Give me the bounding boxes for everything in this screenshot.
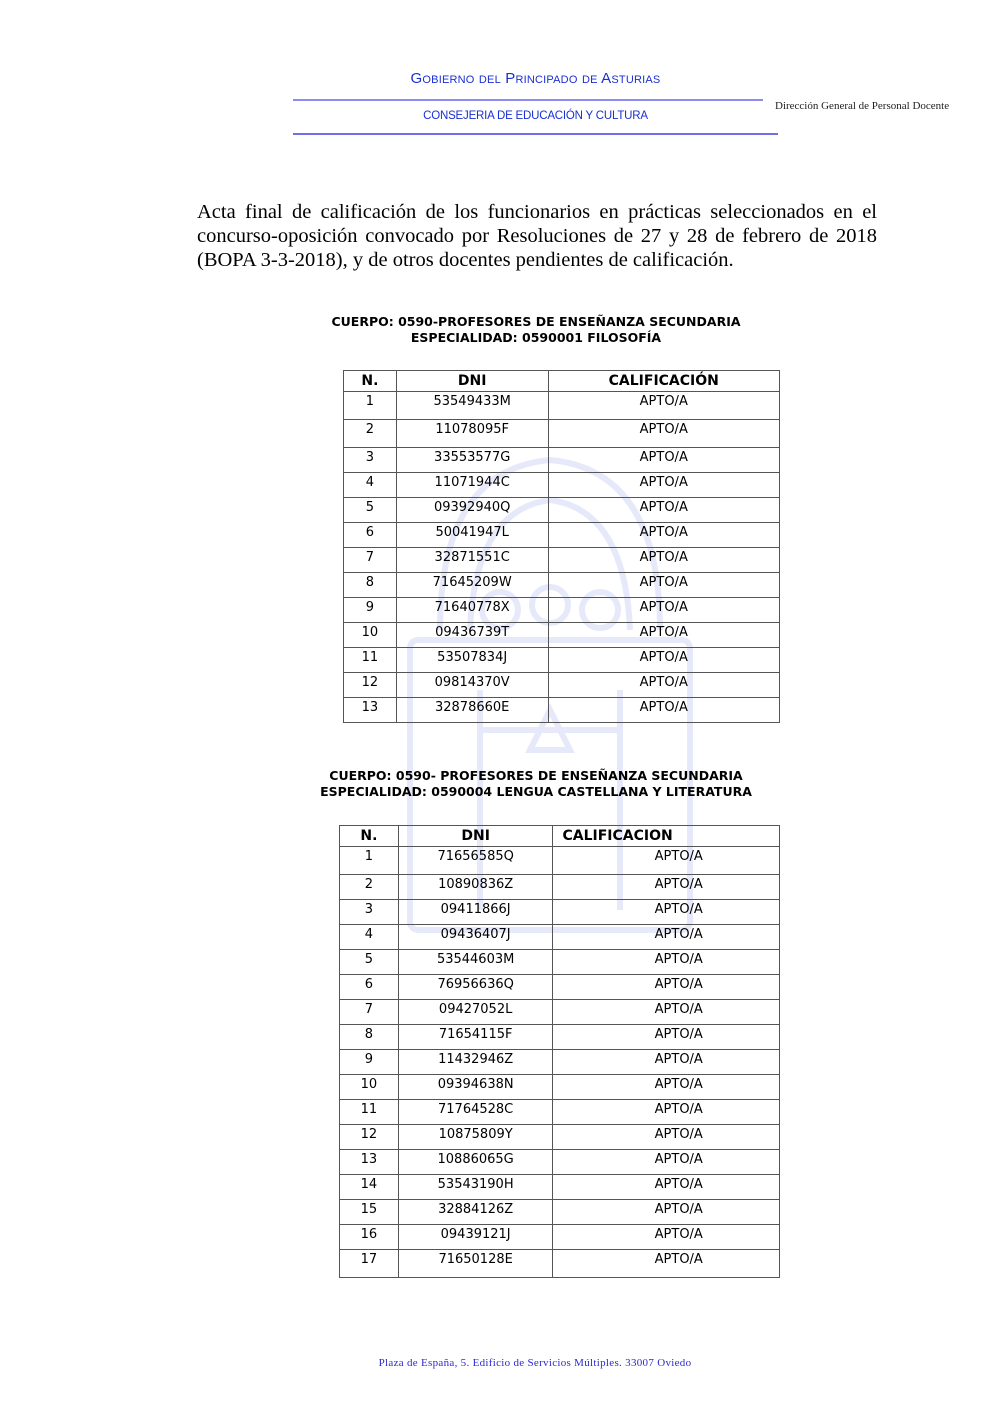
row-calificacion: APTO/A xyxy=(553,975,780,1000)
row-dni: 09427052L xyxy=(398,1000,553,1025)
table-row xyxy=(344,498,780,523)
table-row xyxy=(340,975,780,1000)
row-dni: 76956636Q xyxy=(398,975,553,1000)
row-calificacion: APTO/A xyxy=(548,392,779,420)
row-number: 8 xyxy=(340,1025,399,1050)
table-row xyxy=(340,1125,780,1150)
row-calificacion: APTO/A xyxy=(553,1175,780,1200)
row-number: 7 xyxy=(340,1000,399,1025)
row-dni: 09392940Q xyxy=(396,498,548,523)
row-dni: 33553577G xyxy=(396,448,548,473)
row-calificacion: APTO/A xyxy=(553,950,780,975)
row-calificacion: APTO/A xyxy=(548,448,779,473)
row-dni: 53544603M xyxy=(398,950,553,975)
row-calificacion: APTO/A xyxy=(548,498,779,523)
row-calificacion: APTO/A xyxy=(548,548,779,573)
row-dni: 71764528C xyxy=(398,1100,553,1125)
row-calificacion: APTO/A xyxy=(553,1050,780,1075)
row-number: 13 xyxy=(344,698,397,723)
row-calificacion: APTO/A xyxy=(553,1000,780,1025)
row-dni: 09436407J xyxy=(398,925,553,950)
row-dni: 10890836Z xyxy=(398,875,553,900)
row-number: 12 xyxy=(340,1125,399,1150)
row-calificacion: APTO/A xyxy=(553,1100,780,1125)
section-heading-lengua xyxy=(290,768,782,800)
row-dni: 11432946Z xyxy=(398,1050,553,1075)
column-header-calificacion: CALIFICACION xyxy=(553,826,780,847)
row-dni: 11071944C xyxy=(396,473,548,498)
column-header-dni: DNI xyxy=(396,371,548,392)
row-calificacion: APTO/A xyxy=(553,1250,780,1278)
row-number: 12 xyxy=(344,673,397,698)
header-subtitle: CONSEJERIA DE EDUCACIÓN Y CULTURA xyxy=(423,110,648,122)
table-row xyxy=(344,420,780,448)
table-row xyxy=(340,1150,780,1175)
especialidad-label: ESPECIALIDAD: 0590004 LENGUA CASTELLANA Y LITERATURA xyxy=(320,784,752,799)
table-row xyxy=(344,673,780,698)
table-row xyxy=(344,648,780,673)
row-dni: 09411866J xyxy=(398,900,553,925)
table-row xyxy=(340,1100,780,1125)
row-dni: 09439121J xyxy=(398,1225,553,1250)
row-number: 2 xyxy=(340,875,399,900)
grades-table-lengua xyxy=(339,825,780,1278)
row-calificacion: APTO/A xyxy=(548,698,779,723)
row-calificacion: APTO/A xyxy=(548,523,779,548)
footer-address: Plaza de España, 5. Edificio de Servicios Múltiples. 33007 Oviedo xyxy=(378,1357,692,1369)
row-number: 15 xyxy=(340,1200,399,1225)
row-number: 10 xyxy=(340,1075,399,1100)
table-row xyxy=(340,847,780,875)
row-dni: 71640778X xyxy=(396,598,548,623)
row-dni: 71645209W xyxy=(396,573,548,598)
row-calificacion: APTO/A xyxy=(548,623,779,648)
row-number: 5 xyxy=(344,498,397,523)
row-number: 17 xyxy=(340,1250,399,1278)
row-number: 3 xyxy=(340,900,399,925)
table-row xyxy=(340,1225,780,1250)
table-row xyxy=(344,573,780,598)
row-calificacion: APTO/A xyxy=(553,1075,780,1100)
row-dni: 71654115F xyxy=(398,1025,553,1050)
row-dni: 09394638N xyxy=(398,1075,553,1100)
row-calificacion: APTO/A xyxy=(548,673,779,698)
row-dni: 50041947L xyxy=(396,523,548,548)
row-number: 2 xyxy=(344,420,397,448)
table-row xyxy=(340,1025,780,1050)
row-dni: 32871551C xyxy=(396,548,548,573)
header-title: Gobierno del Principado de Asturias xyxy=(410,70,661,87)
table-row xyxy=(340,1250,780,1278)
row-dni: 32884126Z xyxy=(398,1200,553,1225)
row-dni: 53543190H xyxy=(398,1175,553,1200)
table-row xyxy=(344,598,780,623)
table-row xyxy=(340,1175,780,1200)
row-calificacion: APTO/A xyxy=(553,1225,780,1250)
row-dni: 09814370V xyxy=(396,673,548,698)
cuerpo-label: CUERPO: 0590- PROFESORES DE ENSEÑANZA SECUNDARIA xyxy=(329,768,743,783)
header-department: Dirección General de Personal Docente xyxy=(775,100,950,112)
table-row xyxy=(340,875,780,900)
table-header-row xyxy=(340,826,780,847)
table-row xyxy=(344,392,780,420)
table-header-row xyxy=(344,371,780,392)
row-dni: 71656585Q xyxy=(398,847,553,875)
column-header-n: N. xyxy=(344,371,397,392)
table-row xyxy=(344,448,780,473)
table-row xyxy=(344,523,780,548)
row-dni: 11078095F xyxy=(396,420,548,448)
row-number: 4 xyxy=(340,925,399,950)
row-number: 1 xyxy=(344,392,397,420)
table-row xyxy=(340,1075,780,1100)
row-number: 13 xyxy=(340,1150,399,1175)
row-number: 8 xyxy=(344,573,397,598)
row-calificacion: APTO/A xyxy=(553,875,780,900)
header-divider-top xyxy=(293,99,763,101)
section-heading-filosofia xyxy=(300,314,772,346)
column-header-calificacion: CALIFICACIÓN xyxy=(548,371,779,392)
column-header-dni: DNI xyxy=(398,826,553,847)
row-number: 14 xyxy=(340,1175,399,1200)
table-row xyxy=(340,950,780,975)
row-calificacion: APTO/A xyxy=(553,847,780,875)
row-calificacion: APTO/A xyxy=(548,648,779,673)
especialidad-label: ESPECIALIDAD: 0590001 FILOSOFÍA xyxy=(410,330,662,345)
row-dni: 53507834J xyxy=(396,648,548,673)
row-calificacion: APTO/A xyxy=(548,473,779,498)
table-row xyxy=(340,925,780,950)
table-row xyxy=(340,1050,780,1075)
row-dni: 53549433M xyxy=(396,392,548,420)
row-number: 16 xyxy=(340,1225,399,1250)
table-row xyxy=(344,623,780,648)
row-calificacion: APTO/A xyxy=(553,1025,780,1050)
row-number: 9 xyxy=(340,1050,399,1075)
table-row xyxy=(340,1200,780,1225)
row-calificacion: APTO/A xyxy=(553,925,780,950)
row-dni: 71650128E xyxy=(398,1250,553,1278)
row-number: 11 xyxy=(340,1100,399,1125)
row-number: 3 xyxy=(344,448,397,473)
row-number: 7 xyxy=(344,548,397,573)
row-dni: 10875809Y xyxy=(398,1125,553,1150)
row-number: 6 xyxy=(340,975,399,1000)
row-calificacion: APTO/A xyxy=(553,1150,780,1175)
row-number: 11 xyxy=(344,648,397,673)
row-calificacion: APTO/A xyxy=(553,1125,780,1150)
grades-table-filosofia xyxy=(343,370,780,723)
row-calificacion: APTO/A xyxy=(548,420,779,448)
row-number: 6 xyxy=(344,523,397,548)
row-calificacion: APTO/A xyxy=(553,900,780,925)
row-number: 10 xyxy=(344,623,397,648)
row-number: 1 xyxy=(340,847,399,875)
row-calificacion: APTO/A xyxy=(548,598,779,623)
table-row xyxy=(344,548,780,573)
column-header-n: N. xyxy=(340,826,399,847)
row-calificacion: APTO/A xyxy=(548,573,779,598)
cuerpo-label: CUERPO: 0590-PROFESORES DE ENSEÑANZA SECUNDARIA xyxy=(331,314,741,329)
table-row xyxy=(344,473,780,498)
table-row xyxy=(344,698,780,723)
intro-paragraph: Acta final de calificación de los funcionarios en prácticas seleccionados en el concurso-oposición convocado por Resoluciones de 27 y 28 de febrero de 2018 (BOPA 3-3-2018), y de otros docentes pendientes de calificación. xyxy=(197,201,877,271)
header-divider-bottom xyxy=(293,133,778,135)
table-row xyxy=(340,1000,780,1025)
row-number: 4 xyxy=(344,473,397,498)
row-number: 9 xyxy=(344,598,397,623)
row-dni: 10886065G xyxy=(398,1150,553,1175)
row-dni: 32878660E xyxy=(396,698,548,723)
row-calificacion: APTO/A xyxy=(553,1200,780,1225)
row-dni: 09436739T xyxy=(396,623,548,648)
table-row xyxy=(340,900,780,925)
row-number: 5 xyxy=(340,950,399,975)
